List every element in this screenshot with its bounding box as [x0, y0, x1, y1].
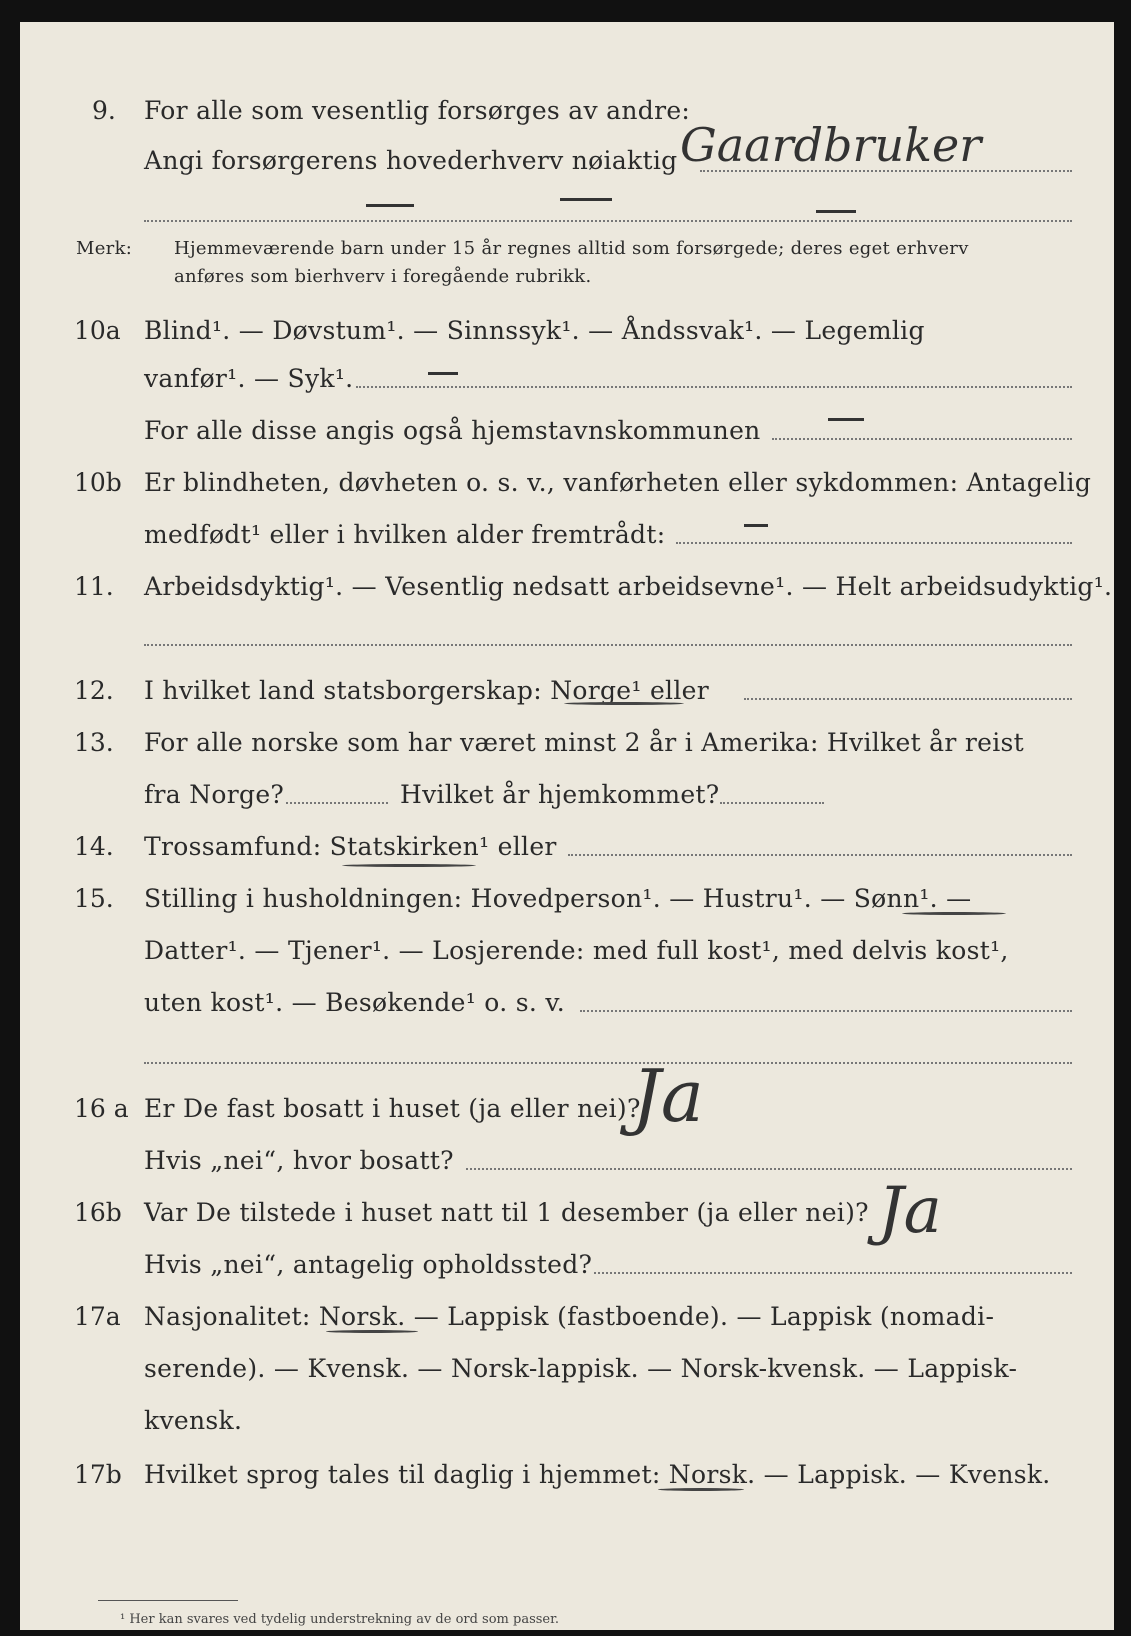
underline-mark [658, 1488, 744, 1491]
q17a-line2: serende). — Kvensk. — Norsk-lappisk. — Norsk-kvensk. — Lappisk- [144, 1354, 1018, 1383]
q9-handwritten-answer: Gaardbruker [680, 118, 982, 172]
dash-mark [366, 204, 414, 207]
merk-line2: anføres som bierhverv i foregående rubrikk. [174, 266, 592, 287]
q16b-line2: Hvis „nei“, antagelig opholdssted? [144, 1250, 593, 1279]
merk-label: Merk: [76, 238, 133, 259]
underline-mark [326, 1330, 418, 1333]
q11-answer-line [144, 644, 1072, 646]
underline-mark [342, 864, 476, 867]
q9-number: 9. [92, 96, 116, 125]
q9-line1: For alle som vesentlig forsørges av andre: [144, 96, 691, 125]
q10a-number: 10a [74, 316, 121, 345]
dash-mark [816, 210, 856, 213]
q12-number: 12. [74, 676, 114, 705]
q15-answer-line [580, 1010, 1072, 1012]
q10a-answer-line [356, 386, 1072, 388]
q14-answer-line [568, 854, 1072, 856]
q13-hjemkommet-line [720, 802, 824, 804]
q12-line1: I hvilket land statsborgerskap: Norge¹ eller [144, 676, 709, 705]
q16a-number: 16 a [74, 1094, 129, 1123]
q14-line1: Trossamfund: Statskirken¹ eller [144, 832, 557, 861]
underline-mark [564, 702, 684, 705]
q10a-line2: vanfør¹. — Syk¹. [144, 364, 354, 393]
dash-mark [744, 524, 768, 527]
q15-number: 15. [74, 884, 114, 913]
q15-line3: uten kost¹. — Besøkende¹ o. s. v. [144, 988, 566, 1017]
q15-line1: Stilling i husholdningen: Hovedperson¹. — Hustru¹. — Sønn¹. — [144, 884, 972, 913]
q17a-line1: Nasjonalitet: Norsk. — Lappisk (fastboende). — Lappisk (nomadi- [144, 1302, 995, 1331]
q10b-line2: medfødt¹ eller i hvilken alder fremtrådt: [144, 520, 666, 549]
dash-mark [560, 198, 612, 201]
footnote: ¹ Her kan svares ved tydelig understrekning av de ord som passer. [120, 1612, 560, 1627]
q10b-line1: Er blindheten, døvheten o. s. v., vanførheten eller sykdommen: Antagelig [144, 468, 1092, 497]
q13-line2a: fra Norge? [144, 780, 285, 809]
q16a-handwritten-answer: Ja [632, 1054, 704, 1138]
q10a-line1: Blind¹. — Døvstum¹. — Sinnssyk¹. — Åndssvak¹. — Legemlig [144, 316, 925, 345]
q13-line2b: Hvilket år hjemkommet? [400, 780, 720, 809]
footnote-rule [98, 1600, 238, 1601]
q9-line2: Angi forsørgerens hovederhverv nøiaktig [144, 146, 678, 175]
q10a-kommune-line [772, 438, 1072, 440]
census-form-page [20, 22, 1114, 1630]
q16b-number: 16b [74, 1198, 122, 1227]
q10b-number: 10b [74, 468, 122, 497]
underline-mark [902, 912, 1006, 915]
q13-number: 13. [74, 728, 114, 757]
q10b-answer-line [676, 542, 1072, 544]
q9-extra-line [144, 220, 1072, 222]
q11-number: 11. [74, 572, 114, 601]
dash-mark [428, 372, 458, 375]
q17b-line1: Hvilket sprog tales til daglig i hjemmet: Norsk. — Lappisk. — Kvensk. [144, 1460, 1051, 1489]
q17a-line3: kvensk. [144, 1406, 243, 1435]
q11-line1: Arbeidsdyktig¹. — Vesentlig nedsatt arbeidsevne¹. — Helt arbeidsudyktig¹. [144, 572, 1113, 601]
q15-line2: Datter¹. — Tjener¹. — Losjerende: med full kost¹, med delvis kost¹, [144, 936, 1009, 965]
q14-number: 14. [74, 832, 114, 861]
q10a-line3: For alle disse angis også hjemstavnskommunen [144, 416, 761, 445]
q13-line1: For alle norske som har været minst 2 år i Amerika: Hvilket år reist [144, 728, 1025, 757]
q13-reist-line [286, 802, 388, 804]
q16b-handwritten-answer: Ja [878, 1174, 942, 1248]
dash-mark [828, 418, 864, 421]
q16a-line2: Hvis „nei“, hvor bosatt? [144, 1146, 454, 1175]
q16b-answer-line [594, 1272, 1072, 1274]
q16a-answer-line [466, 1168, 1072, 1170]
q17a-number: 17a [74, 1302, 121, 1331]
q12-answer-line [744, 698, 1072, 700]
merk-line1: Hjemmeværende barn under 15 år regnes alltid som forsørgede; deres eget erhverv [174, 238, 969, 259]
q16a-line1: Er De fast bosatt i huset (ja eller nei)? [144, 1094, 641, 1123]
q16b-line1: Var De tilstede i huset natt til 1 desember (ja eller nei)? [144, 1198, 869, 1227]
q15-extra-line [144, 1062, 1072, 1064]
q17b-number: 17b [74, 1460, 122, 1489]
